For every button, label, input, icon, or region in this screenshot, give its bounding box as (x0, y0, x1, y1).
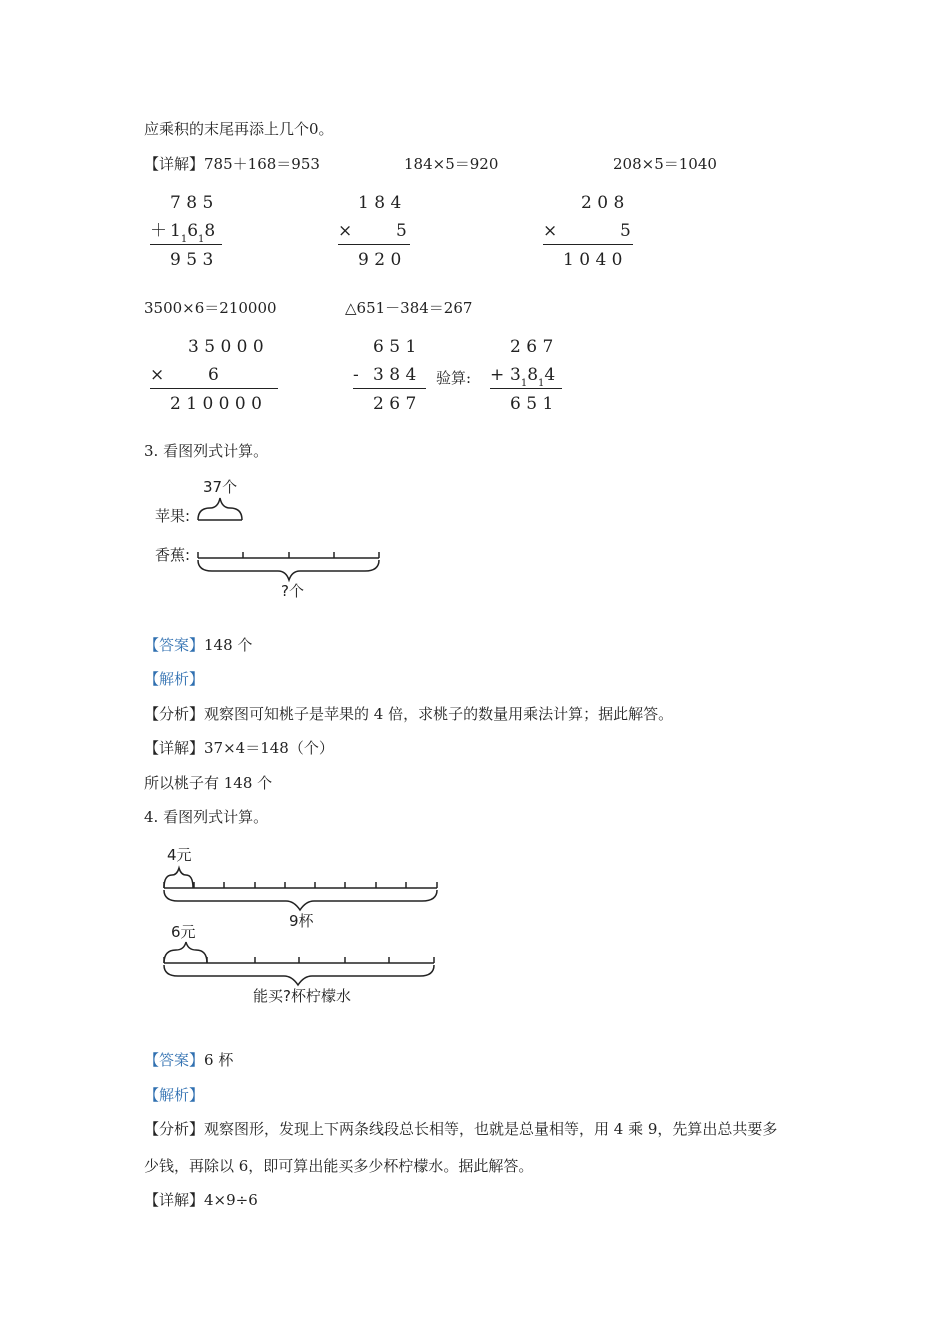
detail-label: 【详解】 (144, 1191, 205, 1209)
digit: 1 (170, 221, 181, 241)
price-6-label: 6元 (171, 923, 196, 941)
q3-conclusion: 所以桃子有 148 个 (144, 774, 273, 792)
result: 1 0 4 0 (563, 250, 623, 270)
carry: 1 (198, 234, 205, 246)
q3-analysis-label: 【解析】 (144, 670, 205, 688)
q4-detail (144, 1190, 258, 1210)
q4-answer (144, 1050, 233, 1070)
result: 9 2 0 (358, 250, 402, 270)
operator: × (543, 221, 558, 241)
top-number: 2 6 7 (510, 337, 554, 357)
apple-label: 苹果: (155, 507, 191, 525)
equation-785: 785＋168＝953 (204, 155, 320, 173)
q4-diagram (160, 842, 450, 1012)
top-total-brace (164, 890, 437, 910)
answer-text: 148 个 (204, 636, 253, 654)
bottom-total-brace (164, 965, 434, 985)
detail-text: 4×9÷6 (204, 1191, 258, 1209)
carry: 1 (538, 378, 545, 390)
product-line (150, 388, 278, 389)
answer-label: 【答案】 (144, 1051, 205, 1069)
cups-9-label: 9杯 (289, 912, 314, 930)
vertical-subtraction (353, 337, 428, 417)
operator: × (338, 221, 353, 241)
result: 2 6 7 (373, 394, 417, 414)
carry: 1 (520, 378, 528, 390)
vertical-multiplication-2 (543, 193, 638, 273)
digit: 8 (527, 365, 539, 385)
digit: 4 (544, 365, 556, 385)
q3-title: 3. 看图列式计算。 (144, 442, 269, 460)
banana-brace (198, 560, 379, 580)
detail-label: 【详解】 (144, 739, 205, 757)
multiplier: 5 (620, 221, 631, 241)
operator: + (490, 365, 505, 385)
vertical-addition-1 (150, 193, 225, 273)
difference-line (353, 388, 426, 389)
operator: × (150, 365, 165, 385)
q4-fenxi-line2: 少钱，再除以 6，即可算出能买多少杯柠檬水。据此解答。 (144, 1157, 534, 1175)
q3-detail (144, 738, 334, 758)
q3-answer (144, 635, 252, 655)
equation-208: 208×5＝1040 (613, 155, 717, 173)
q3-fenxi (144, 704, 673, 724)
q4-title: 4. 看图列式计算。 (144, 808, 269, 826)
top-brace (164, 868, 193, 888)
digit: 8 (204, 221, 216, 241)
bottom-brace (164, 942, 207, 963)
q4-analysis-label: 【解析】 (144, 1086, 205, 1104)
equation-184: 184×5＝920 (404, 155, 499, 173)
top-number: 1 8 4 (358, 193, 402, 213)
vertical-addition-check (490, 337, 565, 417)
banana-count-label: ?个 (281, 582, 304, 600)
multiplier: 6 (208, 365, 219, 385)
top-number: 6 5 1 (373, 337, 417, 357)
fenxi-text: 观察图形，发现上下两条线段总长相等，也就是总量相等，用 4 乘 9，先算出总共要多 (204, 1120, 778, 1138)
detail-row1 (144, 154, 320, 174)
lemonade-question-label: 能买?杯柠檬水 (253, 987, 351, 1005)
top-number: 2 0 8 (581, 193, 625, 213)
sum-line (490, 388, 562, 389)
result: 2 1 0 0 0 0 (170, 394, 262, 414)
price-4-label: 4元 (167, 846, 192, 864)
result: 6 5 1 (510, 394, 554, 414)
top-number: 7 8 5 (170, 193, 214, 213)
answer-label: 【答案】 (144, 636, 205, 654)
digit: 3 (510, 365, 521, 385)
check-label: 验算: (436, 369, 472, 387)
carry: 1 (180, 234, 188, 246)
detail-text: 37×4＝148（个） (204, 739, 334, 757)
equation-3500: 3500×6＝210000 (144, 299, 277, 317)
product-line (338, 244, 410, 245)
digit: 6 (187, 221, 199, 241)
apple-count-label: 37个 (203, 478, 238, 496)
sum-line (150, 244, 222, 245)
fenxi-label: 【分析】 (144, 1120, 205, 1138)
q3-diagram (150, 474, 400, 604)
intro-line: 应乘积的末尾再添上几个0。 (144, 120, 334, 138)
operator: - (353, 365, 359, 385)
operator: ＋ (150, 221, 167, 241)
multiplier: 5 (396, 221, 407, 241)
vertical-multiplication-3 (150, 337, 282, 417)
answer-text: 6 杯 (204, 1051, 234, 1069)
detail-label: 【详解】 (144, 155, 205, 173)
top-number: 3 5 0 0 0 (188, 337, 264, 357)
q4-fenxi-line1 (144, 1119, 777, 1139)
subtrahend: 3 8 4 (373, 365, 417, 385)
banana-label: 香蕉: (155, 546, 191, 564)
apple-brace (198, 498, 242, 520)
equation-651: △651－384＝267 (345, 299, 473, 317)
product-line (543, 244, 633, 245)
vertical-multiplication-1 (338, 193, 413, 273)
fenxi-text: 观察图可知桃子是苹果的 4 倍，求桃子的数量用乘法计算；据此解答。 (204, 705, 674, 723)
fenxi-label: 【分析】 (144, 705, 205, 723)
result: 9 5 3 (170, 250, 214, 270)
